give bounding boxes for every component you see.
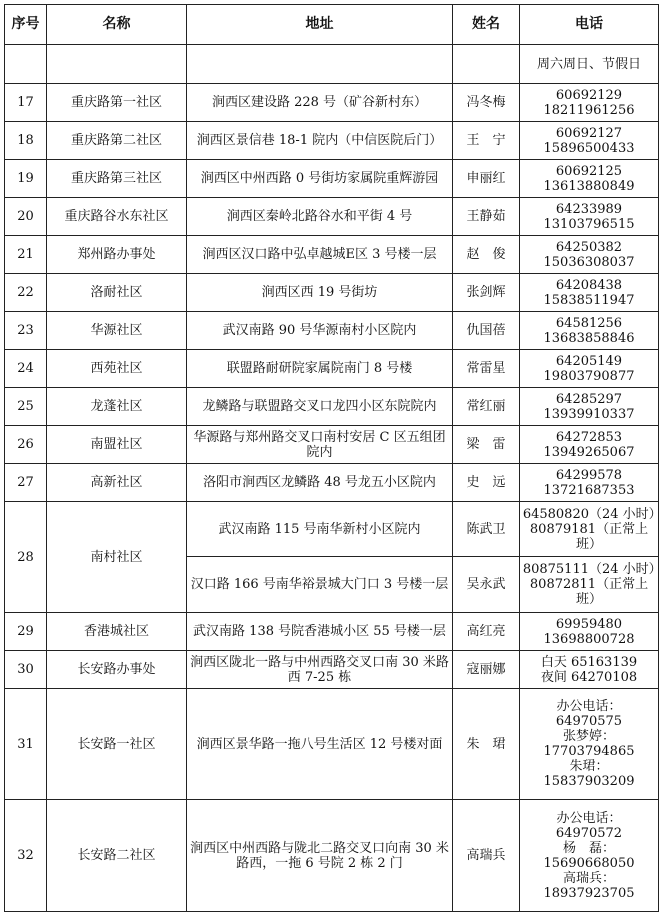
phone-cell: 64208438 15838511947 [520, 274, 659, 312]
phone-cell: 60692125 13613880849 [520, 160, 659, 198]
table-row [5, 689, 659, 800]
community-name: 重庆路第二社区 [47, 122, 187, 160]
row-number: 26 [5, 426, 47, 464]
table-row [5, 350, 659, 388]
table-row [5, 84, 659, 122]
row-number: 27 [5, 464, 47, 502]
contact-person: 高瑞兵 [453, 800, 520, 912]
row-number: 28 [5, 502, 47, 613]
table-row [5, 198, 659, 236]
contact-person: 常红丽 [453, 388, 520, 426]
community-name: 龙蓬社区 [47, 388, 187, 426]
address-cell: 武汉南路 90 号华源南村小区院内 [187, 312, 453, 350]
community-name: 香港城社区 [47, 613, 187, 651]
community-name: 重庆路第一社区 [47, 84, 187, 122]
note-cell: 周六周日、节假日 [520, 45, 659, 84]
address-cell: 涧西区景信巷 18-1 院内（中信医院后门） [187, 122, 453, 160]
phone-cell: 64285297 13939910337 [520, 388, 659, 426]
row-number: 22 [5, 274, 47, 312]
address-cell: 涧西区汉口路中弘卓越城E区 3 号楼一层 [187, 236, 453, 274]
contact-person: 王 宁 [453, 122, 520, 160]
table-row [5, 800, 659, 912]
contact-person: 赵 俊 [453, 236, 520, 274]
row-number: 19 [5, 160, 47, 198]
note-row [5, 45, 659, 84]
table-row [5, 160, 659, 198]
row-number: 24 [5, 350, 47, 388]
row-number: 21 [5, 236, 47, 274]
address-cell: 涧西区中州西路与陇北二路交叉口向南 30 米路西，一拖 6 号院 2 栋 2 门 [187, 800, 453, 912]
phone-cell: 80875111（24 小时）80872811（正常上班） [520, 557, 659, 613]
contact-person: 梁 雷 [453, 426, 520, 464]
row-number: 23 [5, 312, 47, 350]
table-row [5, 651, 659, 689]
address-cell: 龙鳞路与联盟路交叉口龙四小区东院院内 [187, 388, 453, 426]
community-name: 长安路二社区 [47, 800, 187, 912]
address-cell: 联盟路耐研院家属院南门 8 号楼 [187, 350, 453, 388]
contact-person: 申丽红 [453, 160, 520, 198]
phone-cell: 办公电话： 64970575 张梦婷： 17703794865 朱珺： 15837903209 [520, 689, 659, 800]
contact-person: 常雷星 [453, 350, 520, 388]
contact-person: 史 远 [453, 464, 520, 502]
phone-cell: 办公电话： 64970572 杨 磊： 15690668050 高瑞兵： 18937923705 [520, 800, 659, 912]
address-cell: 涧西区中州西路 0 号街坊家属院重辉游园 [187, 160, 453, 198]
community-name: 南村社区 [47, 502, 187, 613]
header-name: 名称 [47, 5, 187, 45]
phone-cell: 白天 65163139 夜间 64270108 [520, 651, 659, 689]
table-row [5, 312, 659, 350]
table-row [5, 502, 659, 557]
community-name: 重庆路谷水东社区 [47, 198, 187, 236]
community-name: 长安路一社区 [47, 689, 187, 800]
table-body [5, 45, 659, 912]
row-number: 20 [5, 198, 47, 236]
contact-person: 冯冬梅 [453, 84, 520, 122]
address-cell: 武汉南路 115 号南华新村小区院内 [187, 502, 453, 557]
contact-person: 高红亮 [453, 613, 520, 651]
table-row [5, 122, 659, 160]
table-row [5, 274, 659, 312]
phone-cell: 64272853 13949265067 [520, 426, 659, 464]
community-name: 长安路办事处 [47, 651, 187, 689]
phone-cell: 69959480 13698800728 [520, 613, 659, 651]
header-address: 地址 [187, 5, 453, 45]
header-phone: 电话 [520, 5, 659, 45]
phone-cell: 64205149 19803790877 [520, 350, 659, 388]
address-cell: 洛阳市涧西区龙鳞路 48 号龙五小区院内 [187, 464, 453, 502]
community-name: 郑州路办事处 [47, 236, 187, 274]
row-number: 17 [5, 84, 47, 122]
address-cell: 涧西区景华路一拖八号生活区 12 号楼对面 [187, 689, 453, 800]
row-number: 32 [5, 800, 47, 912]
address-cell: 涧西区陇北一路与中州西路交叉口南 30 米路西 7-25 栋 [187, 651, 453, 689]
row-number: 31 [5, 689, 47, 800]
phone-cell: 64299578 13721687353 [520, 464, 659, 502]
address-cell: 华源路与郑州路交叉口南村安居 C 区五组团院内 [187, 426, 453, 464]
address-cell: 涧西区秦岭北路谷水和平街 4 号 [187, 198, 453, 236]
table-row [5, 464, 659, 502]
header-row [5, 5, 659, 45]
phone-cell: 60692127 15896500433 [520, 122, 659, 160]
contact-person: 朱 珺 [453, 689, 520, 800]
header-person: 姓名 [453, 5, 520, 45]
table-row [5, 388, 659, 426]
row-number: 29 [5, 613, 47, 651]
table-row [5, 613, 659, 651]
contact-person: 吴永武 [453, 557, 520, 613]
contact-person: 张剑辉 [453, 274, 520, 312]
address-cell: 汉口路 166 号南华裕景城大门口 3 号楼一层 [187, 557, 453, 613]
table-row [5, 426, 659, 464]
row-number: 25 [5, 388, 47, 426]
community-name: 重庆路第三社区 [47, 160, 187, 198]
phone-cell: 60692129 18211961256 [520, 84, 659, 122]
address-cell: 武汉南路 138 号院香港城小区 55 号楼一层 [187, 613, 453, 651]
address-cell: 涧西区建设路 228 号（矿谷新村东） [187, 84, 453, 122]
contact-person: 王静茹 [453, 198, 520, 236]
phone-cell: 64581256 13683858846 [520, 312, 659, 350]
phone-cell: 64233989 13103796515 [520, 198, 659, 236]
community-name: 西苑社区 [47, 350, 187, 388]
row-number: 30 [5, 651, 47, 689]
community-name: 华源社区 [47, 312, 187, 350]
row-number: 18 [5, 122, 47, 160]
contact-person: 陈武卫 [453, 502, 520, 557]
phone-cell: 64250382 15036308037 [520, 236, 659, 274]
header-no: 序号 [5, 5, 47, 45]
contact-person: 仇国蓓 [453, 312, 520, 350]
community-name: 南盟社区 [47, 426, 187, 464]
community-name: 高新社区 [47, 464, 187, 502]
community-name: 洛耐社区 [47, 274, 187, 312]
contact-person: 寇丽娜 [453, 651, 520, 689]
address-cell: 涧西区西 19 号街坊 [187, 274, 453, 312]
table-row [5, 236, 659, 274]
contact-table [4, 4, 659, 912]
phone-cell: 64580820（24 小时）80879181（正常上班） [520, 502, 659, 557]
